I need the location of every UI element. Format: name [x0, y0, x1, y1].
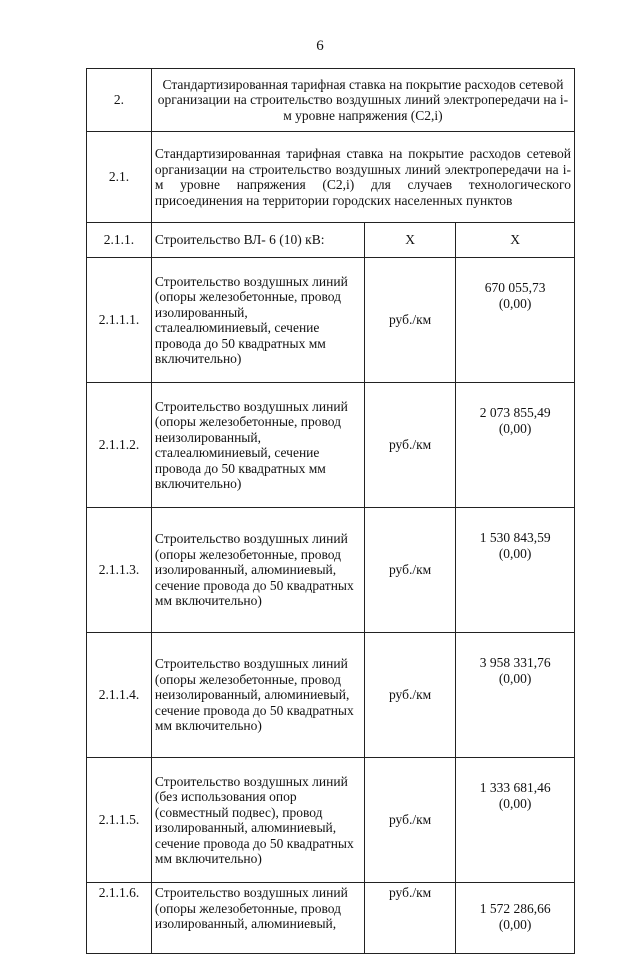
table-row — [87, 508, 575, 633]
row-unit: руб./км — [364, 883, 455, 954]
row-value: 3 958 331,76 — [479, 655, 551, 670]
row-unit: руб./км — [364, 258, 455, 383]
row-value: Х — [456, 223, 575, 258]
row-number: 2.1.1. — [87, 223, 152, 258]
row-description: Строительство воздушных линий (опоры железобетонные, провод неизолированный, сталеалюминиевый, сечение провода до 50 квадратных мм включительно) — [151, 383, 364, 508]
row-value-secondary: (0,00) — [498, 795, 532, 811]
row-description: Стандартизированная тарифная ставка на покрытие расходов сетевой организации на строительство воздушных линий электропередачи на i-м уровне напряжения (С2,i) — [151, 69, 574, 132]
table-row — [87, 69, 575, 132]
row-number: 2.1.1.2. — [87, 383, 152, 508]
table-row — [87, 633, 575, 758]
row-value-cell — [456, 883, 575, 954]
row-value: 1 530 843,59 — [479, 530, 551, 545]
row-number: 2.1.1.4. — [87, 633, 152, 758]
row-value-cell — [456, 383, 575, 508]
table-row — [87, 883, 575, 954]
row-unit: руб./км — [364, 758, 455, 883]
tariff-table — [86, 68, 575, 954]
row-description: Строительство воздушных линий (опоры железобетонные, провод неизолированный, алюминиевый, сечение провода до 50 квадратных мм включительно) — [151, 633, 364, 758]
row-number: 2.1.1.6. — [87, 883, 152, 954]
row-number: 2.1. — [87, 132, 152, 223]
row-unit: руб./км — [364, 508, 455, 633]
row-value-cell — [456, 258, 575, 383]
row-value-cell — [456, 758, 575, 883]
row-number: 2.1.1.1. — [87, 258, 152, 383]
row-description: Стандартизированная тарифная ставка на покрытие расходов сетевой организации на строительство воздушных линий электропередачи на i-м уровне напряжения (С2,i) для случаев технологического присоединения на территории городских населенных пунктов — [151, 132, 574, 223]
table-row — [87, 383, 575, 508]
row-value-secondary: (0,00) — [498, 420, 532, 436]
table-row — [87, 132, 575, 223]
row-value-secondary: (0,00) — [498, 670, 532, 686]
row-value: 1 333 681,46 — [479, 780, 551, 795]
table-row — [87, 223, 575, 258]
row-value-secondary: (0,00) — [498, 916, 532, 932]
row-value: 670 055,73 — [484, 280, 546, 295]
row-description: Строительство ВЛ- 6 (10) кВ: — [151, 223, 364, 258]
row-number: 2.1.1.5. — [87, 758, 152, 883]
row-number: 2.1.1.3. — [87, 508, 152, 633]
row-unit: руб./км — [364, 633, 455, 758]
row-unit: руб./км — [364, 383, 455, 508]
row-unit: Х — [364, 223, 455, 258]
row-description: Строительство воздушных линий (опоры железобетонные, провод изолированный, алюминиевый, — [151, 883, 364, 954]
row-description: Строительство воздушных линий (опоры железобетонные, провод изолированный, алюминиевый, сечение провода до 50 квадратных мм включительно) — [151, 508, 364, 633]
row-value: 1 572 286,66 — [479, 901, 551, 916]
row-number: 2. — [87, 69, 152, 132]
table-row — [87, 258, 575, 383]
table-row — [87, 758, 575, 883]
row-value-cell — [456, 508, 575, 633]
page-number: 6 — [316, 38, 324, 54]
row-value-cell — [456, 633, 575, 758]
row-value: 2 073 855,49 — [479, 405, 551, 420]
row-description: Строительство воздушных линий (опоры железобетонные, провод изолированный, сталеалюминиевый, сечение провода до 50 квадратных мм включительно) — [151, 258, 364, 383]
row-value-secondary: (0,00) — [498, 545, 532, 561]
row-description: Строительство воздушных линий (без использования опор (совместный подвес), провод изолированный, алюминиевый, сечение провода до 50 квадратных мм включительно) — [151, 758, 364, 883]
row-value-secondary: (0,00) — [498, 295, 532, 311]
